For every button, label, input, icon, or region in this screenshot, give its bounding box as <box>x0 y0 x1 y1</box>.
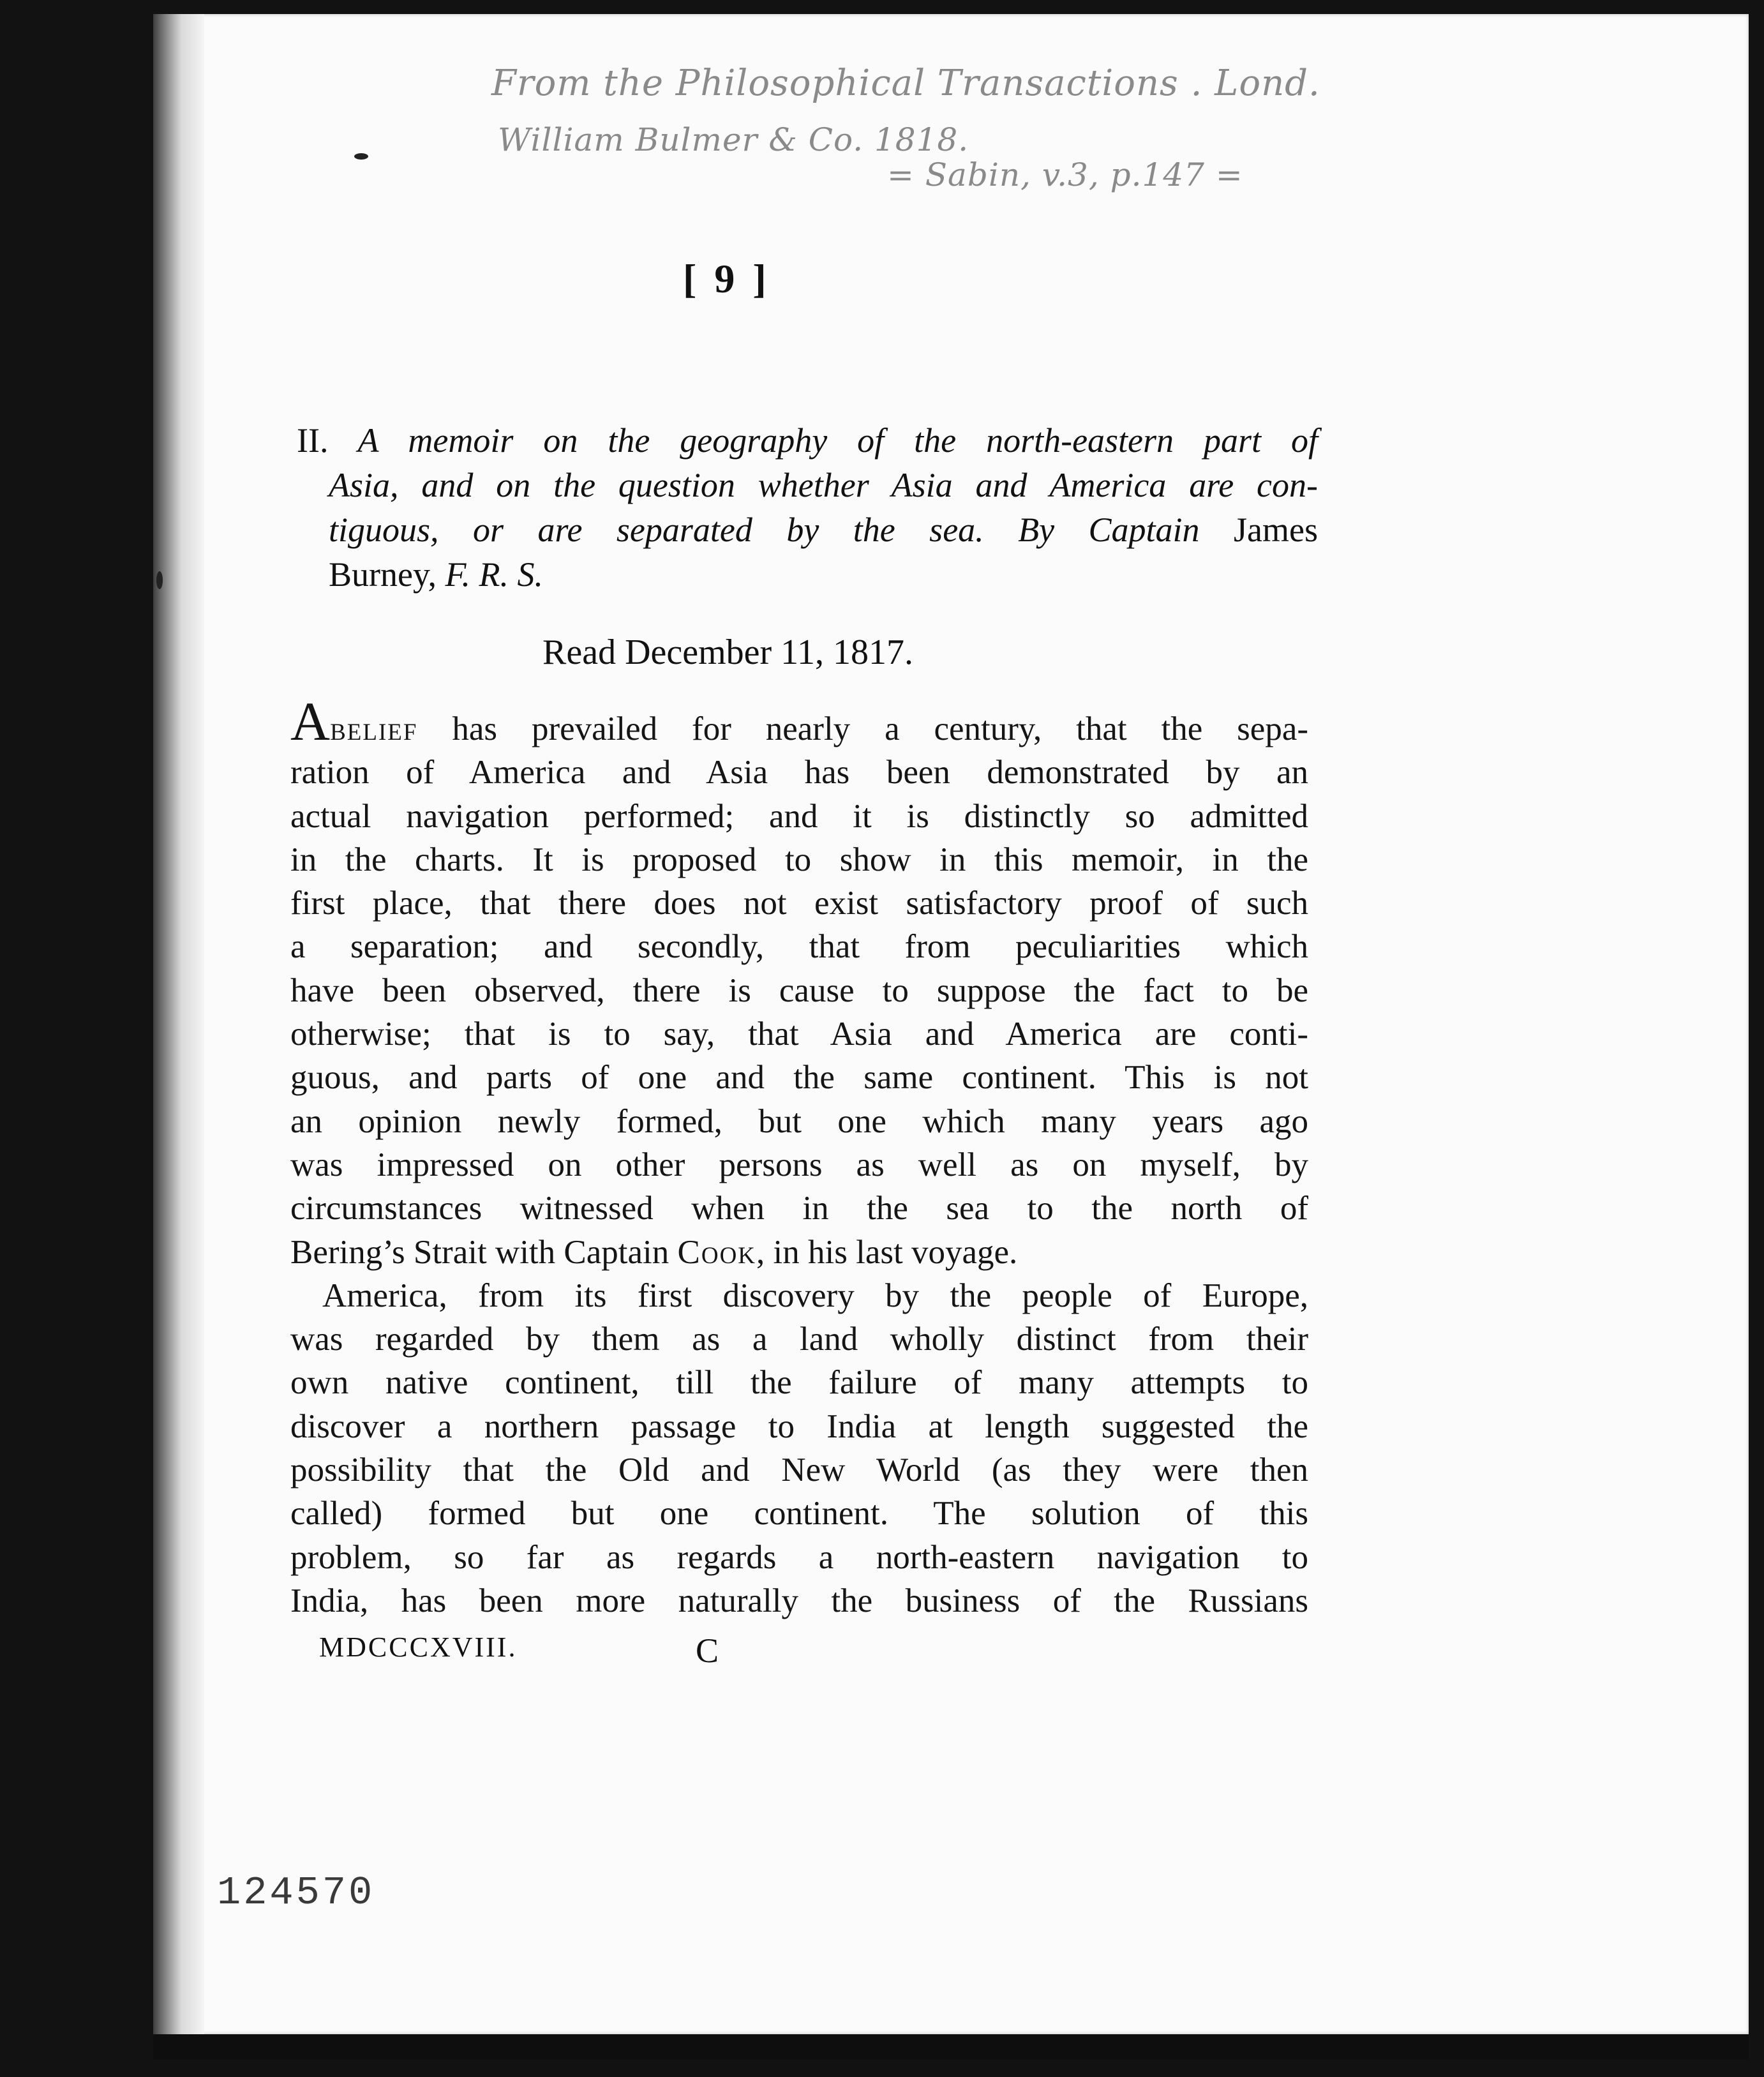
author-surname: Burney, <box>329 555 445 594</box>
page-bottom-edge <box>153 2034 1749 2060</box>
author-first-name: James <box>1234 511 1318 549</box>
read-date: Read December 11, 1817. <box>542 633 914 672</box>
paragraph-1-line: ration of America and Asia has been demonstrated by an <box>290 754 1308 791</box>
title-text: tiguous, or are separated by the sea. By Captain <box>329 511 1234 549</box>
body-text <box>290 691 1308 1623</box>
section-number: II. <box>297 421 329 460</box>
paragraph-2-line: called) formed but one continent. The solution of this <box>290 1495 1308 1533</box>
paragraph-2-line: America, from its first discovery by the people of Europe, <box>322 1277 1308 1314</box>
small-caps-word: belief <box>330 710 418 747</box>
page-number: [ 9 ] <box>683 256 770 301</box>
paragraph-1-line: was impressed on other persons as well as on myself, by <box>290 1146 1308 1183</box>
paragraph-1-line: guous, and parts of one and the same continent. This is not <box>290 1059 1308 1097</box>
paragraph-2-line: discover a northern passage to India at length suggested the <box>290 1407 1308 1445</box>
title-line-2: Asia, and on the question whether Asia and America are con- <box>329 466 1318 504</box>
paragraph-2-line: own native continent, till the failure of many attempts to <box>290 1364 1308 1402</box>
paragraph-1-line: Abelief has prevailed for nearly a century, that the sepa- <box>290 691 1308 752</box>
title-line-4 <box>297 552 1318 597</box>
handwritten-note-line-3: = Sabin, v.3, p.147 = <box>887 156 1243 193</box>
book-spine-shadow <box>153 14 204 2034</box>
paragraph-1-line: circumstances witnessed when in the sea to the north of <box>290 1190 1308 1227</box>
paragraph-1-line: an opinion newly formed, but one which many years ago <box>290 1102 1308 1140</box>
paragraph-2-line: India, has been more naturally the business of the Russians <box>290 1582 1308 1619</box>
paragraph-1-line: actual navigation performed; and it is distinctly so admitted <box>290 797 1308 835</box>
paragraph-2-line: was regarded by them as a land wholly distinct from their <box>290 1321 1308 1358</box>
paragraph-1-line: otherwise; that is to say, that Asia and America are conti- <box>290 1016 1308 1053</box>
drop-cap: A <box>290 691 331 752</box>
year-signature-mark: MDCCCXVIII. <box>319 1631 518 1663</box>
small-caps-name: Cook <box>677 1233 757 1271</box>
paragraph-2-line: possibility that the Old and New World (as they were then <box>290 1451 1308 1489</box>
handwritten-note-line-1: From the Philosophical Transactions . Lond. <box>491 63 1320 104</box>
accession-number-stamp: 124570 <box>217 1870 375 1916</box>
title-line-3 <box>297 507 1318 552</box>
handwritten-note-line-2: William Bulmer & Co. 1818. <box>498 121 969 158</box>
title-line-1 <box>297 418 1318 463</box>
article-title <box>297 418 1318 597</box>
paragraph-1-line: have been observed, there is cause to suppose the fact to be <box>290 971 1308 1009</box>
author-fellowship: F. R. S. <box>445 555 543 594</box>
paragraph-1-line: a separation; and secondly, that from peculiarities which <box>290 928 1308 966</box>
ink-speck <box>156 571 163 589</box>
paragraph-1-line: first place, that there does not exist satisfactory proof of such <box>290 885 1308 922</box>
title-text: A memoir on the geography of the north-eastern part of <box>328 421 1318 460</box>
paragraph-1-line: Bering’s Strait with Captain Cook, in his last voyage. <box>290 1233 1018 1271</box>
paragraph-2-line: problem, so far as regards a north-eastern navigation to <box>290 1538 1308 1576</box>
paragraph-1-line: in the charts. It is proposed to show in this memoir, in the <box>290 841 1308 878</box>
ink-speck <box>354 153 368 160</box>
gathering-signature: C <box>696 1631 719 1670</box>
